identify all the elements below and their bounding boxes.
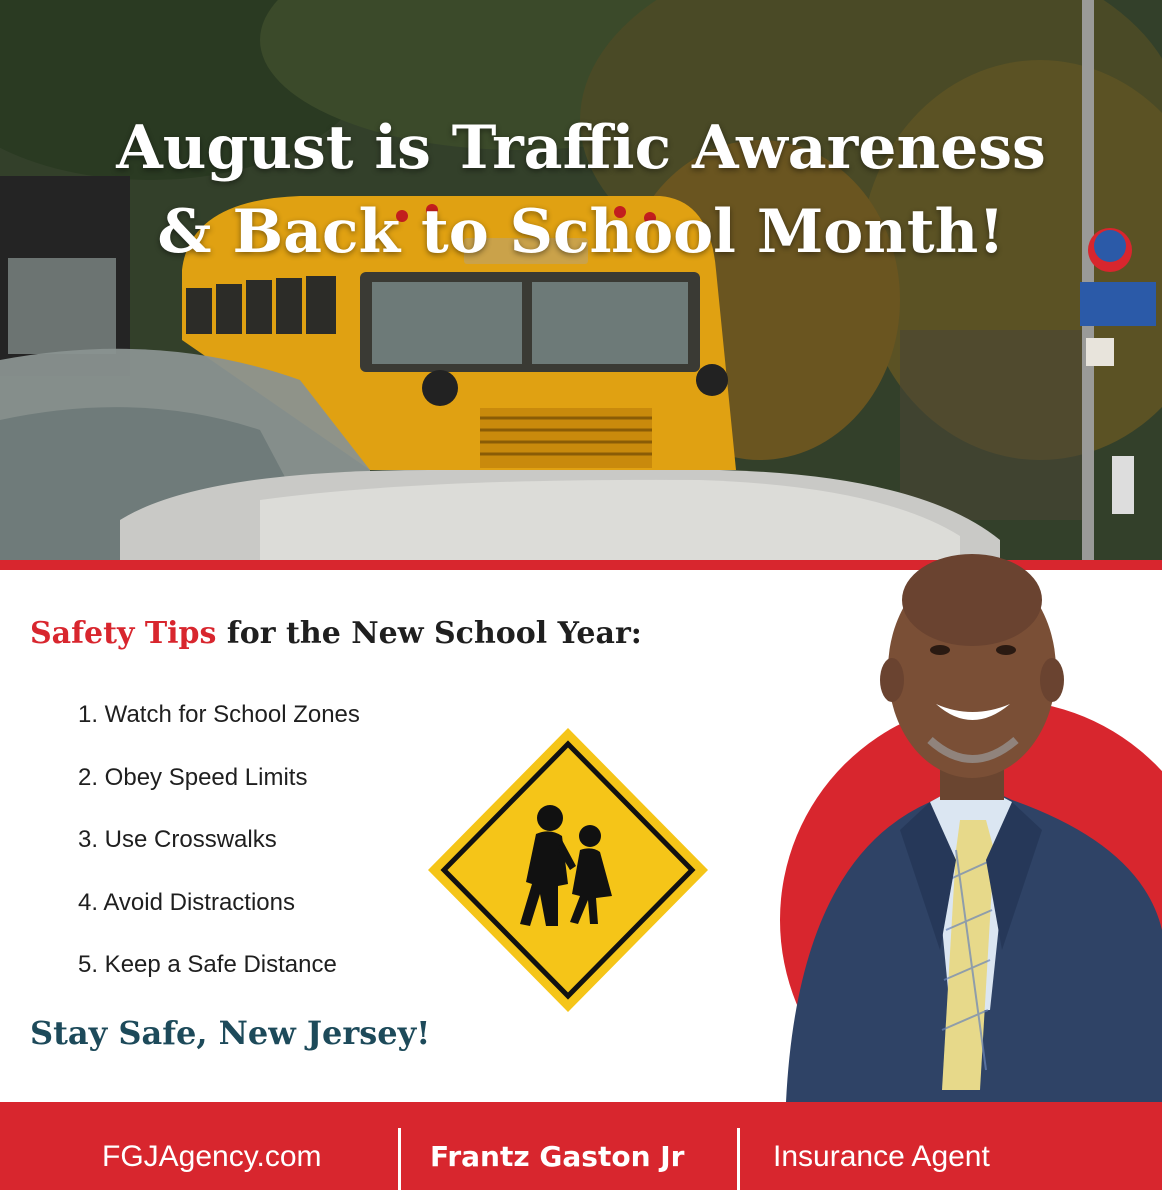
list-item: 1. Watch for School Zones — [78, 701, 360, 728]
footer-divider — [398, 1128, 401, 1190]
list-item: 2. Obey Speed Limits — [78, 763, 308, 791]
hero-title — [0, 106, 1162, 274]
agent-role: Insurance Agent — [773, 1140, 990, 1173]
footer-bar — [0, 1102, 1162, 1190]
list-item: 5. Keep a Safe Distance — [78, 951, 337, 978]
list-item: 3. Use Crosswalks — [78, 826, 277, 853]
footer-divider — [737, 1128, 740, 1190]
hero-title-line-1: August is Traffic Awareness — [116, 113, 1046, 183]
tips-heading-rest: for the New School Year: — [216, 616, 642, 651]
tips-heading — [30, 616, 642, 651]
closing-message: Stay Safe, New Jersey! — [30, 1014, 431, 1052]
tips-heading-accent: Safety Tips — [30, 616, 217, 651]
hero-photo — [0, 0, 1162, 562]
agent-name: Frantz Gaston Jr — [430, 1140, 685, 1173]
school-bus-scene — [0, 0, 1162, 562]
tips-list — [78, 698, 360, 1011]
hero-title-line-2: & Back to School Month! — [157, 197, 1005, 267]
list-item: 4. Avoid Distractions — [78, 888, 295, 916]
agent-portrait — [780, 530, 1162, 1102]
school-crossing-sign-icon — [426, 726, 710, 1014]
website-link[interactable]: FGJAgency.com — [102, 1140, 322, 1173]
